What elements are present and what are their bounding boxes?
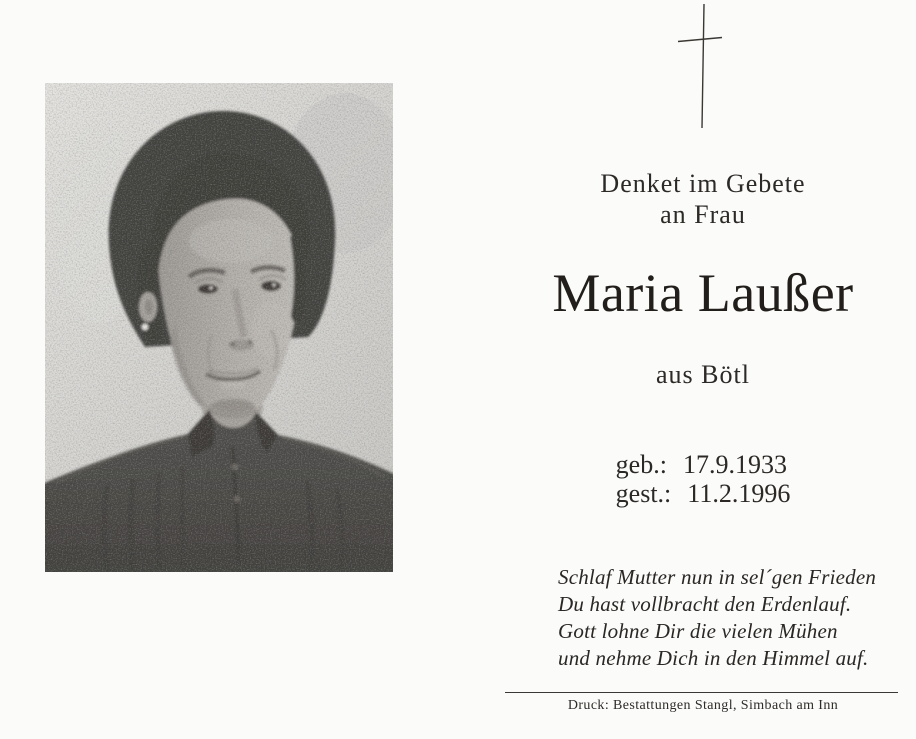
deceased-name: Maria Laußer — [552, 263, 854, 323]
death-label: gest.: — [615, 479, 672, 508]
birth-label: geb.: — [615, 450, 667, 479]
life-dates — [490, 450, 916, 508]
text-column — [490, 0, 916, 739]
life-dates-block — [616, 450, 791, 508]
portrait-photo-illustration — [45, 83, 393, 572]
death-date: 11.2.1996 — [687, 479, 791, 508]
birth-date-row — [616, 450, 791, 479]
portrait-photo — [45, 83, 393, 572]
verse-line-1: Schlaf Mutter nun in sel´gen Frieden — [558, 565, 877, 589]
verse-line-2: Du hast vollbracht den Erdenlauf. — [558, 592, 852, 616]
verse-line-3: Gott lohne Dir die vielen Mühen — [558, 619, 838, 643]
memorial-verse — [558, 564, 876, 672]
verse-line-4: und nehme Dich in den Himmel auf. — [558, 646, 869, 670]
printer-credit: Druck: Bestattungen Stangl, Simbach am Inn — [567, 698, 839, 713]
birth-date: 17.9.1933 — [682, 450, 787, 479]
intro-text — [490, 168, 916, 230]
intro-line-2: an Frau — [660, 200, 746, 229]
death-date-row — [616, 479, 791, 508]
origin-text: aus Bötl — [656, 360, 750, 389]
intro-line-1: Denket im Gebete — [600, 169, 806, 198]
footer-divider — [505, 692, 898, 693]
cross-icon — [673, 2, 733, 132]
